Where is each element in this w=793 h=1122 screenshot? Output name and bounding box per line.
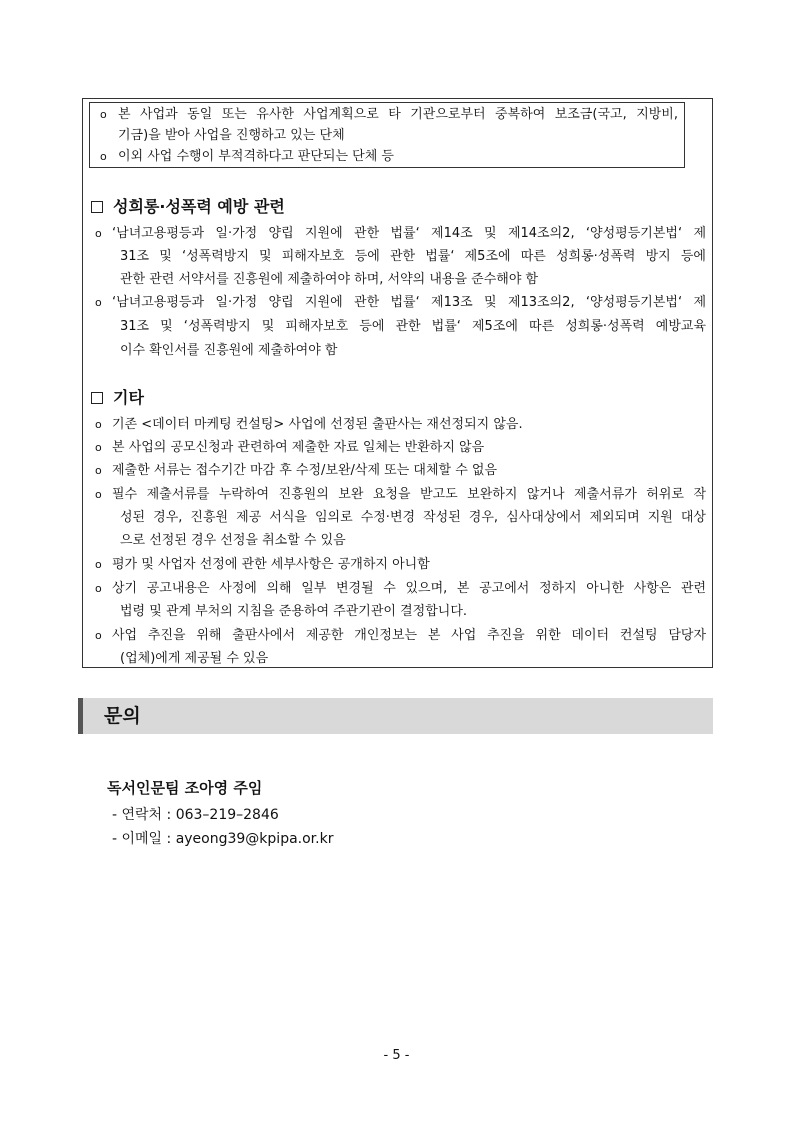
other-item-2: 본 사업의 공모신청과 관련하여 제출한 자료 일체는 반환하지 않음 [112, 440, 485, 455]
harassment-item-1-line-2: 31조 및 ‘성폭력방지 및 피해자보호 등에 관한 법률‘ 제5조에 따른 성희롱·성폭력 방지 등에 [120, 249, 706, 264]
section-accent-bar [78, 698, 83, 734]
bullet-marker: o [95, 296, 102, 309]
other-item-7-line-2: (업체)에게 제공될 수 있음 [120, 651, 269, 666]
bullet-marker: o [95, 464, 102, 477]
bullet-marker: o [95, 582, 102, 595]
other-item-5: 평가 및 사업자 선정에 관한 세부사항은 공개하지 아니함 [112, 557, 430, 572]
harassment-item-2-line-2: 31조 및 ‘성폭력방지 및 피해자보호 등에 관한 법률‘ 제5조에 따른 성희롱·성폭력 예방교육 [120, 319, 706, 334]
other-item-4-line-2: 성된 경우, 진흥원 제공 서식을 임의로 수정·변경 작성된 경우, 심사대상에서 제외되며 지원 대상 [120, 510, 706, 525]
harassment-item-1-line-1: ‘남녀고용평등과 일·가정 양립 지원에 관한 법률‘ 제14조 및 제14조의2, ‘양성평등기본법‘ 제 [112, 226, 706, 241]
bullet-marker: o [100, 150, 107, 163]
other-item-7-line-1: 사업 추진을 위해 출판사에서 제공한 개인정보는 본 사업 추진을 위한 데이터 컨설팅 담당자 [112, 628, 706, 643]
bullet-marker: o [95, 227, 102, 240]
checkbox-icon [91, 392, 103, 404]
harassment-item-1-line-3: 관한 관련 서약서를 진흥원에 제출하여야 하며, 서약의 내용을 준수해야 함 [120, 272, 539, 287]
bullet-marker: o [95, 629, 102, 642]
other-item-4-line-3: 으로 선정된 경우 선정을 취소할 수 있음 [120, 533, 346, 548]
section-heading-other: 기타 [113, 388, 144, 407]
box-item-1-line-2: 기금)을 받아 사업을 진행하고 있는 단체 [118, 128, 345, 143]
bullet-marker: o [95, 488, 102, 501]
contact-phone: - 연락처 : 063–219–2846 [112, 807, 279, 823]
other-item-4-line-1: 필수 제출서류를 누락하여 진흥원의 보완 요청을 받고도 보완하지 않거나 제출서류가 허위로 작 [112, 487, 706, 502]
box-item-1-line-1: 본 사업과 동일 또는 유사한 사업계획으로 타 기관으로부터 중복하여 보조금(국고, 지방비, [118, 107, 678, 122]
bullet-marker: o [95, 441, 102, 454]
inquiry-section-header [78, 698, 713, 734]
other-item-6-line-1: 상기 공고내용은 사정에 의해 일부 변경될 수 있으며, 본 공고에서 정하지 아니한 사항은 관련 [112, 581, 706, 596]
harassment-item-2-line-3: 이수 확인서를 진흥원에 제출하여야 함 [120, 343, 338, 358]
bullet-marker: o [95, 418, 102, 431]
inquiry-title: 문의 [104, 705, 141, 727]
bullet-marker: o [100, 108, 107, 121]
box-item-2-line-1: 이외 사업 수행이 부적격하다고 판단되는 단체 등 [118, 149, 394, 164]
contact-name: 독서인문팀 조아영 주임 [107, 779, 263, 797]
harassment-item-2-line-1: ‘남녀고용평등과 일·가정 양립 지원에 관한 법률‘ 제13조 및 제13조의2, ‘양성평등기본법‘ 제 [112, 295, 706, 310]
checkbox-icon [91, 201, 103, 213]
section-heading-harassment: 성희롱·성폭력 예방 관련 [113, 197, 285, 216]
other-item-3: 제출한 서류는 접수기간 마감 후 수정/보완/삭제 또는 대체할 수 없음 [112, 463, 498, 478]
other-item-6-line-2: 법령 및 관계 부처의 지침을 준용하여 주관기관이 결정합니다. [120, 604, 468, 619]
other-item-1: 기존 <데이터 마케팅 컨설팅> 사업에 선정된 출판사는 재선정되지 않음. [112, 417, 523, 432]
contact-email: - 이메일 : ayeong39@kpipa.or.kr [112, 831, 334, 847]
page-number: - 5 - [383, 1048, 410, 1063]
bullet-marker: o [95, 558, 102, 571]
